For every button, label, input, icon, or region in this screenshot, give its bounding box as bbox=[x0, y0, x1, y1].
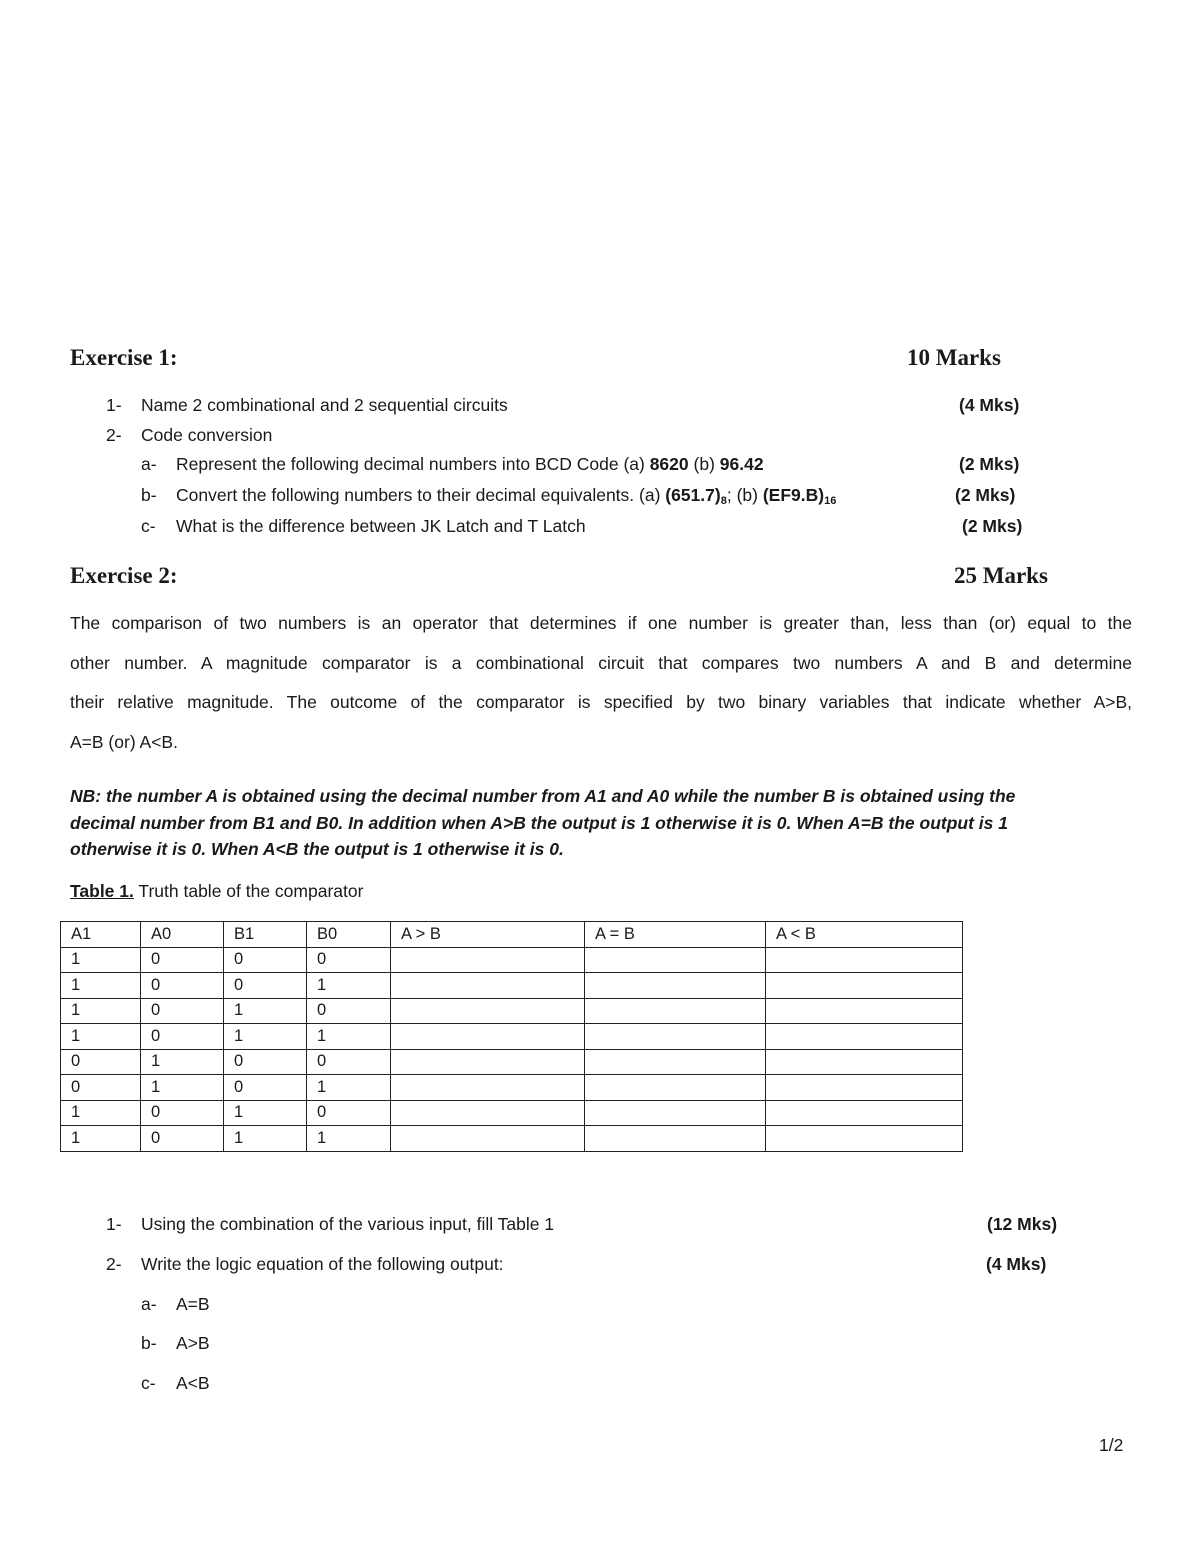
answer-cell[interactable] bbox=[391, 973, 585, 999]
cell: 1 bbox=[307, 973, 391, 999]
cell: 0 bbox=[307, 1100, 391, 1126]
ex1-item-2-text: Code conversion bbox=[141, 425, 273, 445]
table-row bbox=[61, 1024, 963, 1050]
ex2-question-1-text: Using the combination of the various input, fill Table 1 bbox=[141, 1214, 555, 1234]
cell: 0 bbox=[141, 973, 224, 999]
description-line: A=B (or) A<B. bbox=[70, 731, 178, 752]
cell: 0 bbox=[307, 998, 391, 1024]
ex1-sub-c-marks: (2 Mks) bbox=[962, 516, 1023, 536]
answer-cell[interactable] bbox=[766, 973, 963, 999]
ex2-sub-a-text: A=B bbox=[176, 1294, 210, 1314]
answer-cell[interactable] bbox=[585, 1075, 766, 1101]
answer-cell[interactable] bbox=[585, 973, 766, 999]
exercise-1-marks: 10 Marks bbox=[907, 345, 1001, 370]
answer-cell[interactable] bbox=[391, 1100, 585, 1126]
cell: 1 bbox=[224, 998, 307, 1024]
table-row bbox=[61, 1100, 963, 1126]
ex1-item-1-marks: (4 Mks) bbox=[959, 395, 1020, 415]
table-row bbox=[61, 998, 963, 1024]
exercise-2-title: Exercise 2: bbox=[70, 563, 178, 588]
answer-cell[interactable] bbox=[391, 1049, 585, 1075]
cell: 1 bbox=[61, 1100, 141, 1126]
table-caption bbox=[70, 881, 363, 902]
nb-note bbox=[70, 786, 1088, 866]
answer-cell[interactable] bbox=[766, 947, 963, 973]
header-a-lt-b: A < B bbox=[766, 922, 963, 948]
table-row bbox=[61, 947, 963, 973]
ex2-sub-b-letter: b- bbox=[141, 1333, 157, 1353]
header-a1: A1 bbox=[61, 922, 141, 948]
cell: 0 bbox=[307, 947, 391, 973]
table-row bbox=[61, 1126, 963, 1152]
cell: 0 bbox=[141, 998, 224, 1024]
cell: 1 bbox=[61, 973, 141, 999]
answer-cell[interactable] bbox=[585, 1100, 766, 1126]
description-line: other number. A magnitude comparator is a combinational circuit that compares two numbers A and B and determine bbox=[70, 652, 1132, 673]
cell: 0 bbox=[307, 1049, 391, 1075]
answer-cell[interactable] bbox=[766, 1049, 963, 1075]
answer-cell[interactable] bbox=[391, 1126, 585, 1152]
cell: 1 bbox=[307, 1126, 391, 1152]
ex2-sub-a-letter: a- bbox=[141, 1294, 157, 1314]
cell: 1 bbox=[61, 947, 141, 973]
header-b1: B1 bbox=[224, 922, 307, 948]
ex2-sub-c-letter: c- bbox=[141, 1373, 156, 1393]
cell: 1 bbox=[61, 1126, 141, 1152]
answer-cell[interactable] bbox=[585, 1024, 766, 1050]
ex1-sub-b-text: Convert the following numbers to their decimal equivalents. (a) $(651.7)_8$; (b) $(EF9.B)_{16}$ bbox=[176, 485, 837, 507]
description-line: The comparison of two numbers is an operator that determines if one number is greater than, less than (or) equal to the bbox=[70, 613, 1132, 633]
table-row bbox=[61, 1075, 963, 1101]
cell: 0 bbox=[141, 1100, 224, 1126]
table-row bbox=[61, 1049, 963, 1075]
answer-cell[interactable] bbox=[585, 947, 766, 973]
cell: 0 bbox=[224, 1049, 307, 1075]
table-caption-label: Table 1. bbox=[70, 881, 134, 901]
page-number: 1/2 bbox=[1099, 1435, 1124, 1455]
ex1-sub-b-letter: b- bbox=[141, 485, 157, 505]
truth-table bbox=[60, 921, 963, 1152]
answer-cell[interactable] bbox=[766, 1024, 963, 1050]
ex1-item-2-number: 2- bbox=[106, 425, 122, 445]
cell: 0 bbox=[61, 1075, 141, 1101]
ex2-question-1-marks: (12 Mks) bbox=[987, 1214, 1058, 1234]
ex1-sub-b-marks: (2 Mks) bbox=[955, 485, 1016, 505]
answer-cell[interactable] bbox=[585, 1126, 766, 1152]
nb-line: NB: the number A is obtained using the decimal number from A1 and A0 while the number B is obtained using the bbox=[70, 786, 1016, 806]
nb-line: decimal number from B1 and B0. In addition when A>B the output is 1 otherwise it is 0. When A=B the output is 1 bbox=[70, 812, 1008, 833]
cell: 1 bbox=[224, 1126, 307, 1152]
header-b0: B0 bbox=[307, 922, 391, 948]
ex2-question-2-marks: (4 Mks) bbox=[986, 1254, 1047, 1274]
answer-cell[interactable] bbox=[391, 1075, 585, 1101]
cell: 0 bbox=[224, 947, 307, 973]
cell: 1 bbox=[141, 1075, 224, 1101]
table-row bbox=[61, 973, 963, 999]
cell: 0 bbox=[141, 1024, 224, 1050]
answer-cell[interactable] bbox=[766, 998, 963, 1024]
nb-line: otherwise it is 0. When A<B the output is 1 otherwise it is 0. bbox=[70, 839, 564, 859]
ex1-item-1-number: 1- bbox=[106, 395, 122, 415]
ex2-sub-c-text: A<B bbox=[176, 1373, 210, 1393]
cell: 1 bbox=[61, 998, 141, 1024]
answer-cell[interactable] bbox=[766, 1126, 963, 1152]
header-a-gt-b: A > B bbox=[391, 922, 585, 948]
ex1-sub-c-letter: c- bbox=[141, 516, 156, 536]
cell: 1 bbox=[61, 1024, 141, 1050]
ex1-sub-a-text: Represent the following decimal numbers into BCD Code (a) 8620 (b) 96.42 bbox=[176, 454, 764, 474]
table-header-row bbox=[61, 922, 963, 948]
cell: 0 bbox=[61, 1049, 141, 1075]
header-a-eq-b: A = B bbox=[585, 922, 766, 948]
ex1-sub-a-letter: a- bbox=[141, 454, 157, 474]
cell: 1 bbox=[224, 1024, 307, 1050]
answer-cell[interactable] bbox=[391, 998, 585, 1024]
cell: 0 bbox=[141, 947, 224, 973]
cell: 0 bbox=[224, 1075, 307, 1101]
ex2-question-1-number: 1- bbox=[106, 1214, 122, 1234]
exercise-1-title: Exercise 1: bbox=[70, 345, 178, 370]
cell: 1 bbox=[141, 1049, 224, 1075]
ex1-sub-a-marks: (2 Mks) bbox=[959, 454, 1020, 474]
exercise-2-marks: 25 Marks bbox=[954, 563, 1048, 588]
ex2-sub-b-text: A>B bbox=[176, 1333, 210, 1353]
answer-cell[interactable] bbox=[585, 1049, 766, 1075]
ex1-sub-c-text: What is the difference between JK Latch and T Latch bbox=[176, 516, 586, 536]
cell: 1 bbox=[307, 1075, 391, 1101]
answer-cell[interactable] bbox=[766, 1075, 963, 1101]
header-a0: A0 bbox=[141, 922, 224, 948]
cell: 1 bbox=[307, 1024, 391, 1050]
cell: 0 bbox=[224, 973, 307, 999]
ex2-question-2-number: 2- bbox=[106, 1254, 122, 1274]
answer-cell[interactable] bbox=[391, 947, 585, 973]
description-line: their relative magnitude. The outcome of the comparator is specified by two binary variables that indicate whether A>B, bbox=[70, 692, 1132, 712]
ex2-question-2-text: Write the logic equation of the following output: bbox=[141, 1254, 504, 1274]
answer-cell[interactable] bbox=[766, 1100, 963, 1126]
ex1-item-1-text: Name 2 combinational and 2 sequential circuits bbox=[141, 395, 508, 415]
answer-cell[interactable] bbox=[585, 998, 766, 1024]
table-caption-text: Truth table of the comparator bbox=[133, 881, 364, 901]
answer-cell[interactable] bbox=[391, 1024, 585, 1050]
cell: 0 bbox=[141, 1126, 224, 1152]
exercise-2-description bbox=[70, 613, 1132, 771]
cell: 1 bbox=[224, 1100, 307, 1126]
